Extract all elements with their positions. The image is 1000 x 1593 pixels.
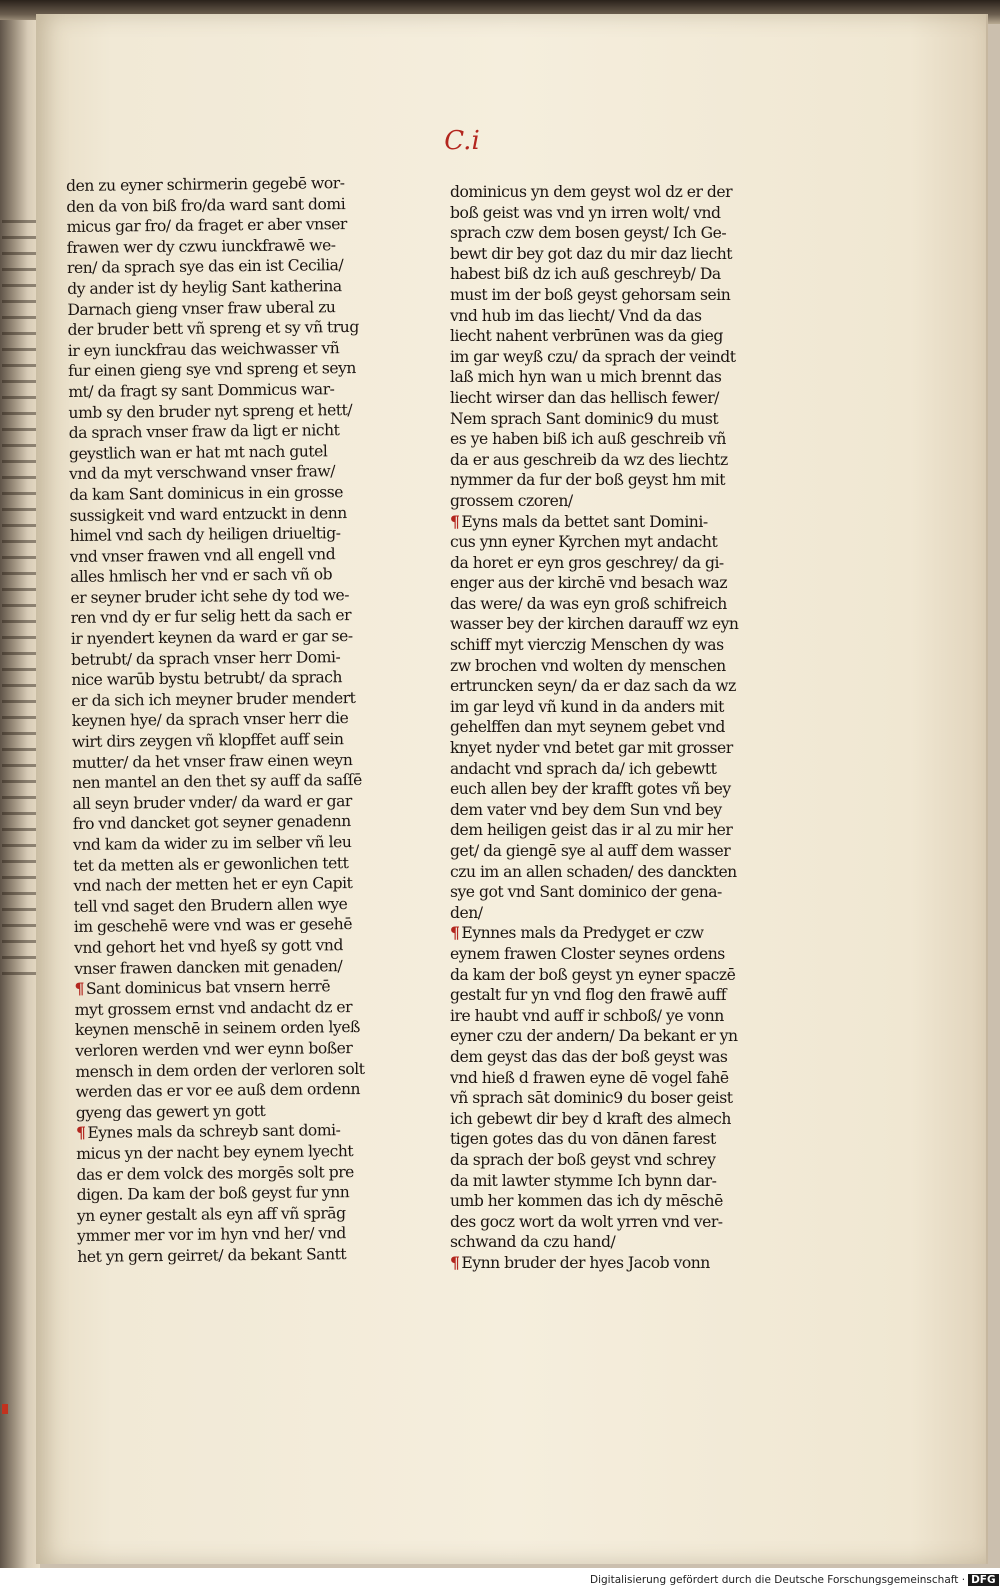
funding-credit [590,1574,996,1586]
text-line [450,182,775,203]
line-text: vnd nach der metten het er eyn Capit [73,874,353,896]
text-line [450,1068,775,1089]
line-text: bewt dir bey got daz du mir daz liecht [450,244,733,263]
text-line [450,203,775,224]
text-line [67,255,392,279]
text-line [450,676,775,697]
line-text: andacht vnd sprach da/ ich gebewtt [450,759,717,778]
line-text: grossem czoren/ [450,491,573,510]
dfg-logo: DFG [968,1574,999,1586]
rubric-paragraph-mark: ¶ [75,1123,86,1143]
page-leaf [36,14,988,1564]
line-text: dem heiligen geist das ir al zu mir her [450,821,733,840]
line-text: im geschehē were vnd was er gesehē [73,915,353,937]
line-text: habest biß dz ich auß geschreyb/ Da [450,265,721,284]
line-text: im gar leyd vñ kund in da anders mit [450,697,724,716]
text-line [450,594,775,615]
text-line [450,1212,775,1233]
line-text: ir nyendert keynen da ward er gar se- [70,627,353,649]
facing-page-edge [0,20,40,1568]
line-text: liecht nahent verbrūnen was da gieg [450,327,723,346]
line-text: dem geyst das das der boß geyst was [450,1047,728,1066]
line-text: dem vater vnd bey dem Sun vnd bey [450,800,722,819]
line-text: mutter/ da het vnser fraw einen weyn [72,750,353,772]
line-text: mt/ da fragt sy sant Dommicus war- [68,380,335,401]
text-line [450,326,775,347]
line-text: ir eyn iunckfrau das weichwasser vñ [67,338,340,360]
text-line [450,656,775,677]
line-text: vnd da myt verschwand vnser fraw/ [69,462,336,484]
line-text: betrubt/ da sprach vnser herr Domi- [70,647,341,669]
line-text: Eynn bruder der hyes Jacob vonn [461,1253,710,1272]
line-text: keynen hye/ da sprach vnser herr die [71,709,349,731]
line-text: den zu eyner schirmerin gegebē wor- [66,174,345,195]
line-text: all seyn bruder vnder/ da ward er gar [72,791,352,813]
text-line [450,306,775,327]
text-line [450,759,775,780]
line-text: da er aus geschreib da wz des liechtz [450,450,728,469]
line-text: ymmer mer vor im hyn vnd her/ vnd [77,1224,346,1246]
text-line [450,841,775,862]
text-line [450,388,775,409]
text-line [450,635,775,656]
line-text: dy ander ist dy heylig Sant katherina [67,277,342,298]
line-text: sussigkeit vnd ward entzuckt in denn [69,503,347,525]
text-line [76,1140,401,1164]
rubric-paragraph-mark: ¶ [450,1252,460,1272]
text-line [75,1079,400,1103]
text-line [450,800,775,821]
line-text: liecht wirser dan das hellisch fewer/ [450,388,719,407]
line-text: nice warūb bystu betrubt/ da sprach [71,668,343,690]
line-text: da mit lawter stymme Ich bynn dar- [450,1171,717,1190]
text-line [450,1253,775,1274]
line-text: boß geist was vnd yn irren wolt/ vnd [450,203,721,222]
line-text: fro vnd dancket got seyner genadenn [72,812,351,834]
line-text: da sprach vnser fraw da ligt er nicht [68,421,340,443]
line-text: im gar weyß czu/ da sprach der veindt [450,347,736,366]
line-text: Eynes mals da schreyb sant domi- [87,1121,341,1143]
text-line [450,985,775,1006]
text-line [450,820,775,841]
line-text: da horet er eyn gros geschrey/ da gi- [450,553,724,572]
line-text: digen. Da kam der boß geyst fur ynn [76,1183,350,1205]
line-text: das er dem volck des morgēs solt pre [76,1162,354,1184]
text-line [450,264,775,285]
line-text: vnser frawen dancken mit genaden/ [74,956,343,978]
line-text: mensch in dem orden der verloren solt [75,1059,365,1081]
text-line [450,903,775,924]
text-line [450,429,775,450]
text-line [450,1109,775,1130]
text-line [450,614,775,635]
text-line [450,553,775,574]
line-text: enger aus der kirchē vnd besach waz [450,574,728,593]
line-text: das were/ da was eyn groß schifreich [450,594,727,613]
line-text: myt grossem ernst vnd andacht dz er [74,997,353,1019]
line-text: vnd kam da wider zu im selber vñ leu [72,833,352,854]
line-text: des gocz wort da wolt yrren vnd ver- [450,1212,723,1231]
line-text: eynem frawen Closter seynes ordens [450,944,725,963]
right-text-column [450,182,775,1273]
line-text: ren vnd dy er fur selig hett da sach er [70,606,352,628]
line-text: vnd hub im das liecht/ Vnd da das [450,306,702,325]
line-text: frawen wer dy czwu iunckfrawē we- [66,235,336,257]
line-text: er da sich ich meyner bruder mendert [71,688,356,710]
line-text: get/ da giengē sye al auff dem wasser [450,842,731,860]
text-line [450,1006,775,1027]
text-line [66,214,391,238]
line-text: alles hmlisch her vnd er sach vñ ob [70,565,333,587]
text-line [450,470,775,491]
text-line [73,832,398,856]
text-line [450,697,775,718]
folio-number: C.i [444,126,480,156]
text-line [450,1232,775,1253]
line-text: ich gebewt dir bey d kraft des almech [450,1109,731,1128]
text-line [77,1243,402,1267]
line-text: himel vnd sach dy heiligen driueltig- [69,524,341,546]
text-line [450,285,775,306]
line-text: laß mich hyn wan u mich brennt das [450,368,722,387]
line-text: cus ynn eyner Kyrchen myt andacht [450,533,718,552]
line-text: Sant dominicus bat vnsern herrē [85,977,331,998]
line-text: nymmer da fur der boß geyst hm mit [450,471,725,490]
text-line [450,450,775,471]
text-line [450,779,775,800]
line-text: schwand da czu hand/ [450,1233,616,1252]
line-text: vñ sprach sāt dominic9 du boser geist [450,1089,733,1108]
text-line [450,1129,775,1150]
line-text: zw brochen vnd wolten dy menschen [450,656,726,675]
text-line [69,502,394,526]
line-text: micus yn der nacht bey eynem lyecht [76,1141,354,1163]
text-line [68,358,393,382]
text-line [450,409,775,430]
text-line [66,173,391,197]
line-text: ren/ da sprach sye das ein ist Cecilia/ [66,256,344,278]
text-line [450,1150,775,1171]
text-line [76,1161,401,1185]
line-text: czu im an allen schaden/ des danckten [450,862,737,881]
line-text: tigen gotes das du von dānen farest [450,1130,716,1149]
line-text: micus gar fro/ da fraget er aber vnser [66,215,347,237]
line-text: schiff myt vierczig Menschen dy was [450,636,724,655]
text-line [450,244,775,265]
line-text: da sprach der boß geyst vnd schrey [450,1150,716,1169]
text-line [71,626,396,650]
line-text: sye got vnd Sant dominico der gena- [450,883,722,902]
text-line [450,1026,775,1047]
line-text: Eynnes mals da Predyget er czw [461,924,704,943]
line-text: Darnach gieng vnser fraw uberal zu [67,297,336,319]
line-text: dominicus yn dem geyst wol dz er der [450,183,733,201]
credit-text: Digitalisierung gefördert durch die Deutsche Forschungsgemeinschaft · [590,1574,966,1586]
text-line [450,367,775,388]
text-line [450,1171,775,1192]
line-text: keynen menschē in seinem orden lyeß [74,1018,361,1040]
line-text: den da von biß fro/da ward sant domi [66,194,346,216]
line-text: vnd gehort het vnd hyeß sy gott vnd [73,936,343,957]
text-line [73,873,398,897]
rubric-paragraph-mark: ¶ [450,511,460,531]
text-line [68,399,393,423]
line-text: umb sy den bruder nyt spreng et hett/ [68,400,353,422]
line-text: da kam der boß geyst yn eyner spaczē [450,965,736,984]
line-text: gestalt fur yn vnd flog den frawē auff [450,986,727,1005]
line-text: Eyns mals da bettet sant Domini- [461,512,708,531]
line-text: het yn gern geirret/ da bekant Santt [77,1245,347,1266]
line-text: ertruncken seyn/ da er daz sach da wz [450,677,736,696]
line-text: geystlich wan er hat mt nach gutel [68,441,328,463]
line-text: wirt dirs zeygen vñ klopffet auff sein [71,730,344,751]
line-text: vnd hieß d frawen eyne dē vogel fahē [450,1068,729,1087]
line-text: der bruder bett vñ spreng et sy vñ trug [67,318,359,340]
line-text: verloren werden vnd wer eynn boßer [75,1038,353,1060]
line-text: knyet nyder vnd betet gar mit grosser [450,739,733,758]
text-line [450,717,775,738]
line-text: tet da metten als er gewonlichen tett [73,853,349,875]
line-text: ire haubt vnd auff ir schboß/ ye vonn [450,1006,724,1025]
line-text: nen mantel an den thet sy auff da saſſē [72,771,362,793]
rubric-paragraph-mark: ¶ [450,923,460,943]
text-line [450,862,775,883]
facing-page-text-ghost [2,220,36,980]
rubric-paragraph-mark: ¶ [74,979,85,999]
line-text: eyner czu der andern/ Da bekant er yn [450,1027,738,1046]
line-text: euch allen bey der krafft gotes vñ bey [450,780,731,799]
text-line [72,708,397,732]
text-line [68,317,393,341]
line-text: Nem sprach Sant dominic9 du must [450,409,719,428]
line-text: umb her kommen das ich dy mēschē [450,1192,723,1211]
left-text-column [66,173,402,1268]
line-text: er seyner bruder icht sehe dy tod we- [70,585,350,607]
text-line [450,965,775,986]
text-line [74,914,399,938]
red-ink-mark [2,1404,8,1414]
line-text: es ye haben biß ich auß geschreib vñ [450,430,726,449]
line-text: gyeng das gewert yn gott [75,1101,266,1122]
text-line [450,882,775,903]
text-line [450,1088,775,1109]
line-text: da kam Sant dominicus in ein grosse [69,483,344,504]
text-line [450,573,775,594]
text-line [450,491,775,512]
text-line [450,923,775,944]
line-text: vnd vnser frawen vnd all engell vnd [69,544,336,566]
text-line [450,532,775,553]
text-line [450,512,775,533]
line-text: fur einen gieng sye vnd spreng et seyn [67,359,356,381]
text-line [450,944,775,965]
line-text: werden das er vor ee auß dem ordenn [75,1080,361,1102]
line-text: den/ [450,903,483,922]
line-text: must im der boß geyst gehorsam sein [450,285,731,304]
text-line [450,1191,775,1212]
text-line [450,347,775,368]
text-line [450,1047,775,1068]
text-line [75,1037,400,1061]
text-line [450,738,775,759]
line-text: wasser bey der kirchen darauff wz eyn [450,615,739,634]
text-line [450,223,775,244]
line-text: gehelffen dan myt seynem gebet vnd [450,718,725,737]
line-text: tell vnd saget den Brudern allen wye [73,894,348,916]
line-text: sprach czw dem bosen geyst/ Ich Ge- [450,224,727,243]
line-text: yn eyner gestalt als eyn aff vñ sprāg [76,1203,346,1225]
